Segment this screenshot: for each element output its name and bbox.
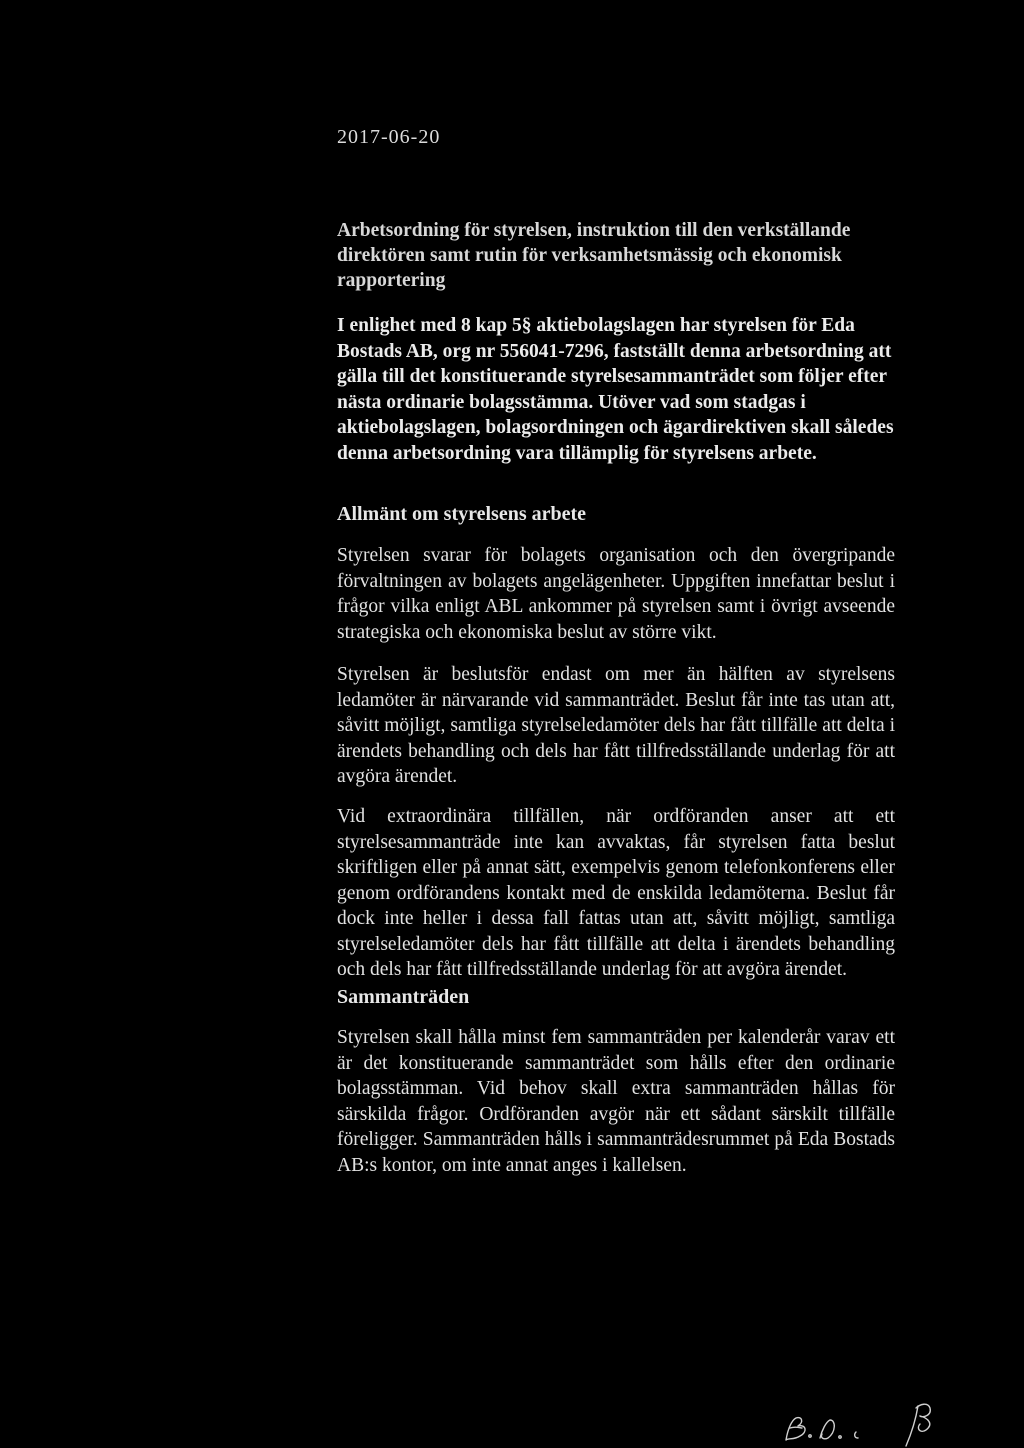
section-heading-general: Allmänt om styrelsens arbete (337, 503, 587, 525)
paragraph-meetings: Styrelsen skall hålla minst fem sammanträden per kalenderår varav ett är det konstituerande sammanträdet som hålls efter den ordinarie bolagsstämman. Vid behov skall extra sammanträden hållas för särskilda frågor. Ordföranden avgör när ett sådant särskilt tillfälle föreligger. Sammanträden hålls i sammanträdesrummet på Eda Bostads AB:s kontor, om inte annat anges i kallelsen. (337, 1027, 895, 1176)
section-heading-meetings: Sammanträden (337, 986, 470, 1008)
handwritten-initials-signature (770, 1388, 970, 1448)
intro-paragraph: I enlighet med 8 kap 5§ aktiebolagslagen har styrelsen för Eda Bostads AB, org nr 556041-7296, fastställt denna arbetsordning att gälla till det konstituerande styrelsesammanträdet som följer efter nästa ordinarie bolagsstämma. Utöver vad som stadgas i aktiebolagslagen, bolagsordningen och ägardirektiven skall således denna arbetsordning vara tillämplig för styrelsens arbete. (337, 315, 894, 464)
document-date: 2017-06-20 (337, 126, 441, 148)
paragraph-quorum: Styrelsen är beslutsför endast om mer än hälften av styrelsens ledamöter är närvarande vid sammanträdet. Beslut får inte tas utan att, såvitt möjligt, samtliga styrelseledamöter dels har fått tillfälle att delta i ärendets behandling och dels har fått tillfredsställande underlag för att avgöra ärendet. (337, 664, 895, 787)
paragraph-responsibility: Styrelsen svarar för bolagets organisation och den övergripande förvaltningen av bolagets angelägenheter. Uppgiften innefattar beslut i frågor vilka enligt ABL ankommer på styrelsen samt i övrigt avseende strategiska och ekonomiska beslut av större vikt. (337, 545, 895, 643)
document-title: Arbetsordning för styrelsen, instruktion till den verkställande direktören samt rutin för verksamhetsmässig och ekonomisk rapportering (337, 220, 851, 291)
paragraph-extraordinary: Vid extraordinära tillfällen, när ordföranden anser att ett styrelsesammanträde inte kan avvaktas, får styrelsen fatta beslut skriftligen eller på annat sätt, exempelvis genom telefonkonferens eller genom ordförandens kontakt med de enskilda ledamöterna. Beslut får dock inte heller i dessa fall fattas utan att, såvitt möjligt, samtliga styrelseledamöter dels har fått tillfälle att delta i ärendets behandling och dels har fått tillfredsställande underlag för att avgöra ärendet. (337, 806, 895, 980)
